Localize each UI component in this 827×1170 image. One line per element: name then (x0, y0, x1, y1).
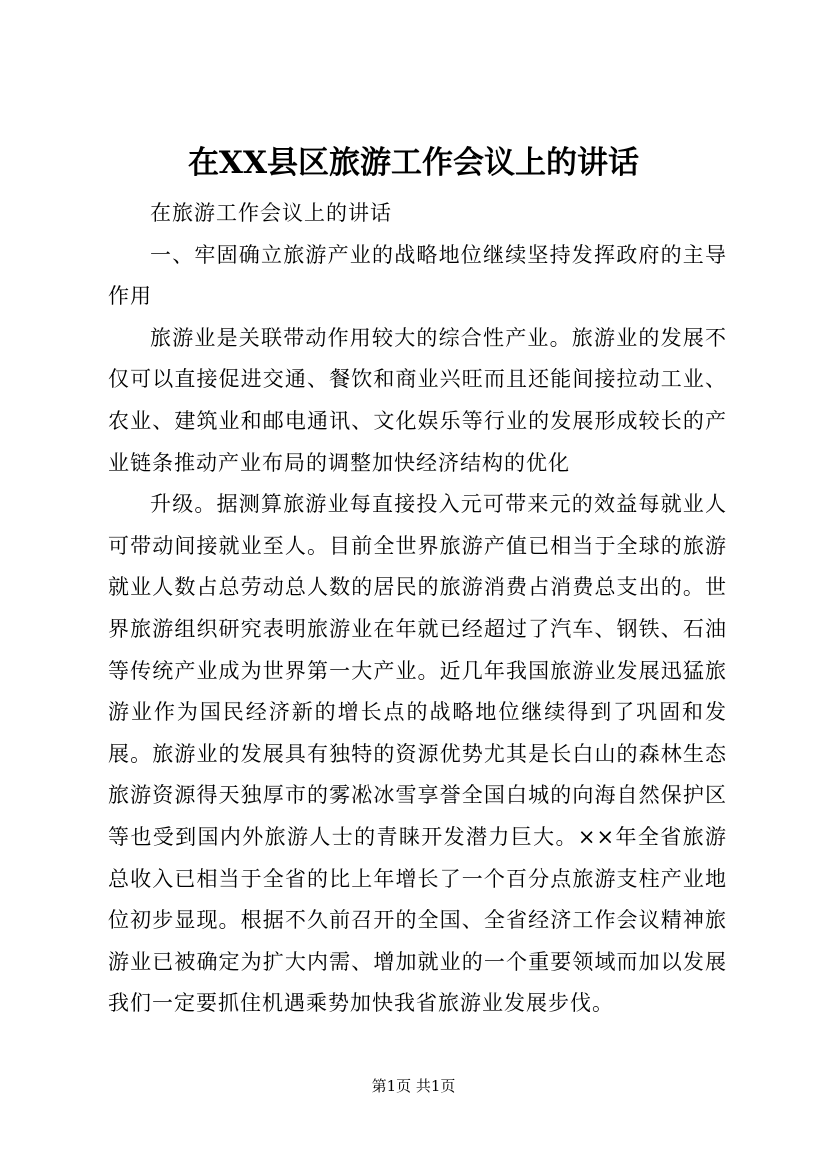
paragraph-heading-1: 一、牢固确立旅游产业的战略地位继续坚持发挥政府的主导作用 (108, 242, 727, 309)
document-body (108, 193, 727, 1025)
document-title: 在XX县区旅游工作会议上的讲话 (187, 145, 640, 181)
paragraph-subtitle: 在旅游工作会议上的讲话 (150, 201, 392, 225)
paragraph-tourism-industry: 旅游业是关联带动作用较大的综合性产业。旅游业的发展不仅可以直接促进交通、餐饮和商业兴旺而且还能间接拉动工业、农业、建筑业和邮电通讯、文化娱乐等行业的发展形成较长的产业链条推动产业布局的调整加快经济结构的优化 (108, 325, 727, 475)
page-footer (0, 1076, 827, 1096)
paragraph-upgrade: 升级。据测算旅游业每直接投入元可带来元的效益每就业人可带动间接就业至人。目前全世界旅游产值已相当于全球的旅游就业人数占总劳动总人数的居民的旅游消费占消费总支出的。世界旅游组织研究表明旅游业在年就已经超过了汽车、钢铁、石油等传统产业成为世界第一大产业。近几年我国旅游业发展迅猛旅游业作为国民经济新的增长点的战略地位继续得到了巩固和发展。旅游业的发展具有独特的资源优势尤其是长白山的森林生态旅游资源得天独厚市的雾凇冰雪享誉全国白城的向海自然保护区等也受到国内外旅游人士的青睐开发潜力巨大。××年全省旅游总收入已相当于全省的比上年增长了一个百分点旅游支柱产业地位初步显现。根据不久前召开的全国、全省经济工作会议精神旅游业已被确定为扩大内需、增加就业的一个重要领域而加以发展我们一定要抓住机遇乘势加快我省旅游业发展步伐。 (108, 492, 727, 1016)
page-number: 第1页 共1页 (371, 1077, 456, 1095)
